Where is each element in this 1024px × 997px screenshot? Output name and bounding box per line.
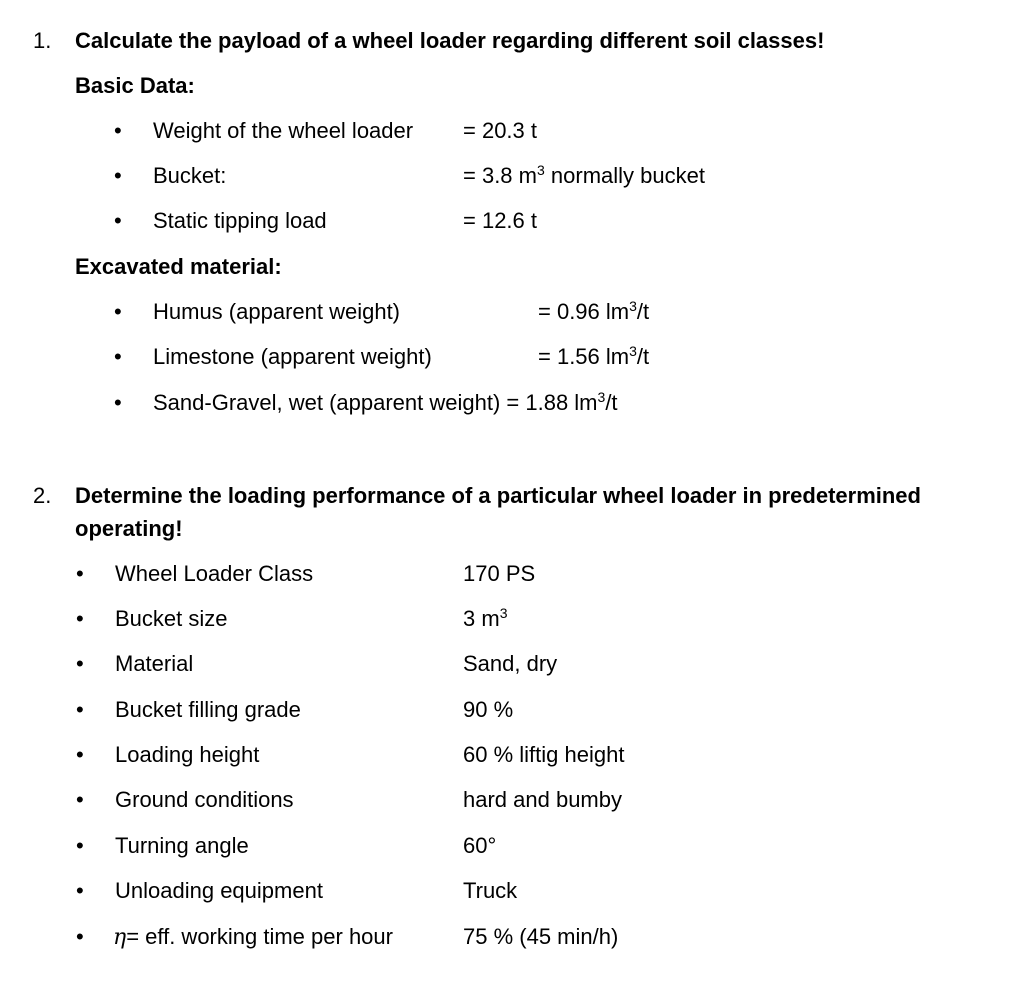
basic-item-value: = 12.6 t <box>463 208 538 233</box>
bullet: • <box>114 208 122 233</box>
basic-item-value: = 20.3 t <box>463 118 538 143</box>
q2-title-line1: Determine the loading performance of a particular wheel loader in predetermined <box>75 483 921 508</box>
material-label: Humus (apparent weight) <box>153 299 401 324</box>
bullet: • <box>76 606 84 631</box>
basic-item-label: Weight of the wheel loader <box>153 118 414 143</box>
param-value: 170 PS <box>463 561 536 586</box>
param-label: Wheel Loader Class <box>115 561 314 586</box>
bullet: • <box>114 299 122 324</box>
param-label: Bucket size <box>115 606 228 631</box>
q2-title-line2: operating! <box>75 516 183 541</box>
bullet: • <box>76 742 84 767</box>
param-label: Bucket filling grade <box>115 697 301 722</box>
basic-data-heading: Basic Data: <box>75 73 195 98</box>
bullet: • <box>76 924 84 949</box>
bullet: • <box>76 697 84 722</box>
q1-title: Calculate the payload of a wheel loader regarding different soil classes! <box>75 28 825 53</box>
material-value: = 0.96 $lm^3/t$ <box>538 298 650 324</box>
param-value: 90 % <box>463 697 514 722</box>
bullet: • <box>114 163 122 188</box>
basic-item-label: Static tipping load <box>153 208 327 233</box>
bullet: • <box>76 561 84 586</box>
bullet: • <box>114 390 122 415</box>
param-value: 60° <box>463 833 497 858</box>
param-label: η= eff. working time per hour <box>113 924 393 950</box>
param-value: 3 $m^3$ <box>463 605 508 631</box>
basic-item-label: Bucket: <box>153 163 227 188</box>
param-label: Loading height <box>115 742 260 767</box>
param-label: Ground conditions <box>115 787 294 812</box>
q1-number: 1. <box>33 28 52 53</box>
bullet: • <box>76 651 84 676</box>
param-value: 60 % liftig height <box>463 742 625 767</box>
param-value: Truck <box>463 878 518 903</box>
param-value: Sand, dry <box>463 651 558 676</box>
param-label: Turning angle <box>115 833 249 858</box>
material-label: Sand-Gravel, wet (apparent weight) = 1.88 $lm^3/t$ <box>153 389 618 415</box>
bullet: • <box>114 344 122 369</box>
param-label: Unloading equipment <box>115 878 323 903</box>
bullet: • <box>76 878 84 903</box>
bullet: • <box>76 787 84 812</box>
param-value: 75 % (45 min/h) <box>463 924 619 949</box>
bullet: • <box>114 118 122 143</box>
param-value: hard and bumby <box>463 787 622 812</box>
q2-number: 2. <box>33 483 52 508</box>
bullet: • <box>76 833 84 858</box>
param-label: Material <box>115 651 194 676</box>
material-value: = 1.56 $lm^3/t$ <box>538 343 650 369</box>
material-label: Limestone (apparent weight) <box>153 344 432 369</box>
excavated-material-heading: Excavated material: <box>75 254 282 279</box>
basic-item-value: = 3.8 $m^3$ normally bucket <box>463 162 705 188</box>
